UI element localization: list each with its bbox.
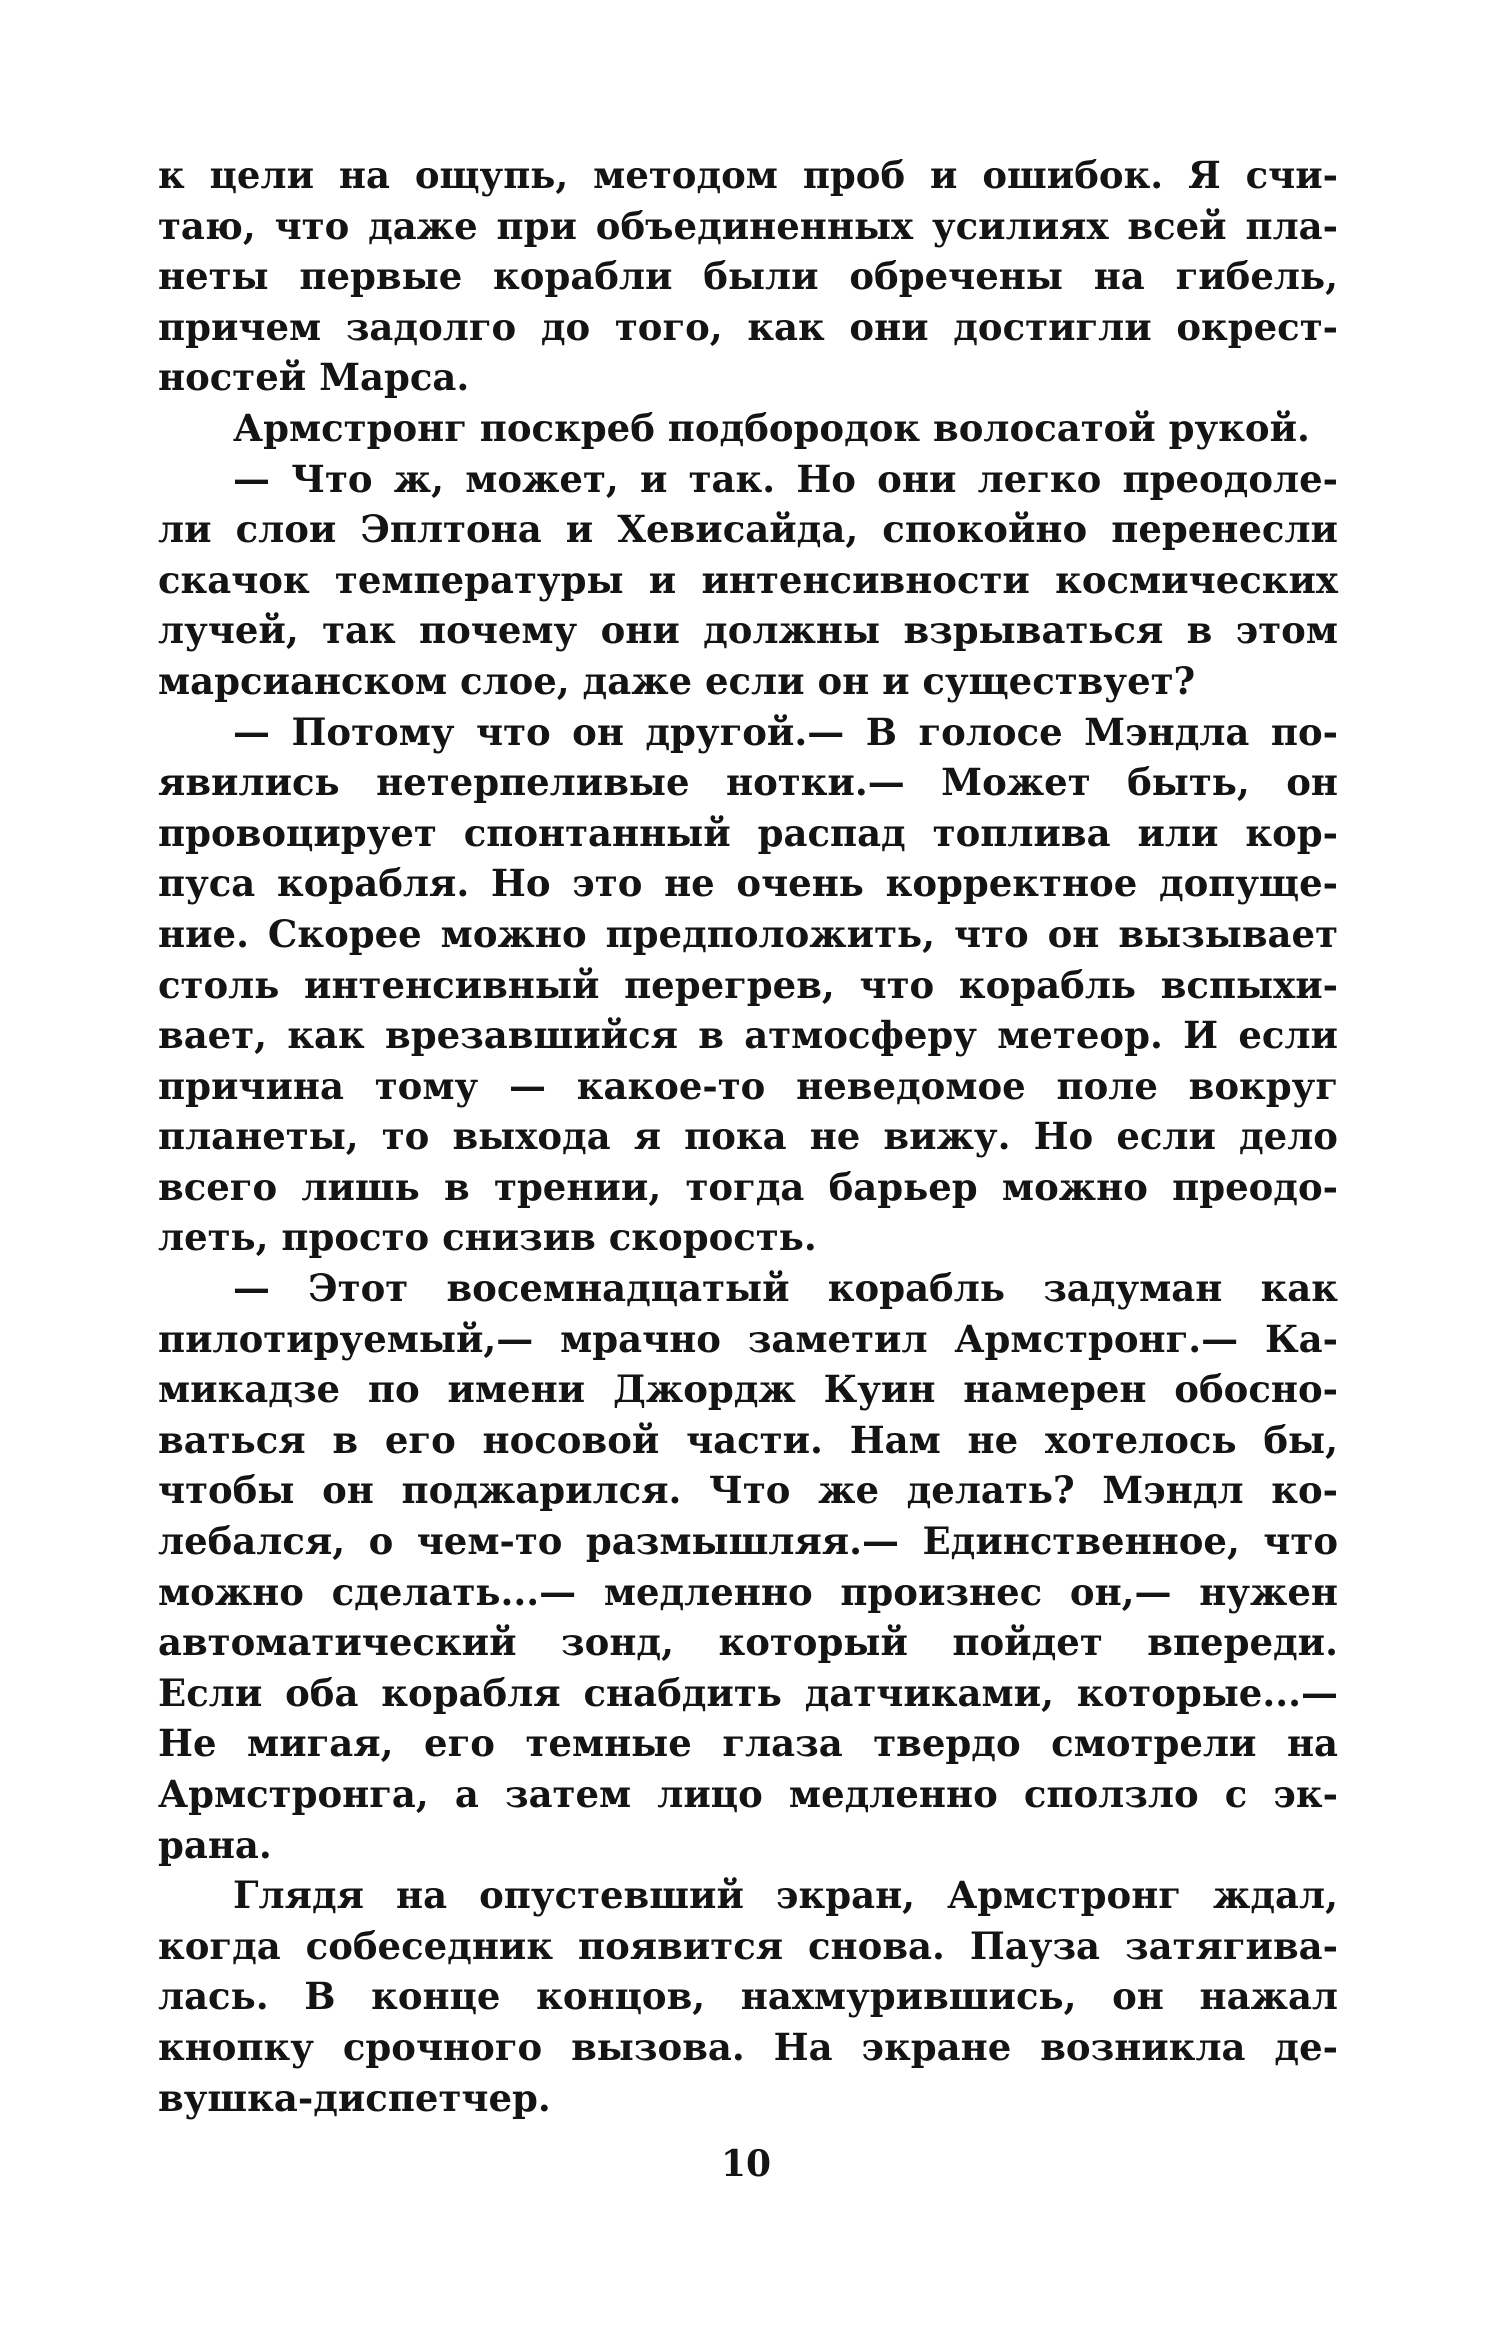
text-line: — Потому что он другой.— В голосе Мэндла по-	[233, 709, 1338, 754]
text-line: лебался, о чем-то размышляя.— Единственное, что	[158, 1519, 1338, 1564]
text-line: к цели на ощупь, методом проб и ошибок. Я счи-	[158, 153, 1338, 197]
text-line: вает, как врезавшийся в атмосферу метеор. И если	[158, 1013, 1338, 1058]
text-line: неты первые корабли были обречены на гибель,	[158, 254, 1338, 299]
text-line: ностей Марса.	[158, 355, 470, 400]
text-line: микадзе по имени Джордж Куин намерен обосно-	[158, 1367, 1338, 1412]
paragraph	[158, 150, 1338, 403]
text-line: Не мигая, его темные глаза твердо смотрели на	[158, 1721, 1338, 1766]
text-line: лучей, так почему они должны взрываться в этом	[158, 608, 1338, 653]
paragraph	[158, 403, 1338, 454]
text-line: — Этот восемнадцатый корабль задуман как	[233, 1266, 1338, 1311]
text-line: пуса корабля. Но это не очень корректное допуще-	[158, 861, 1338, 906]
text-line: таю, что даже при объединенных усилиях всей пла-	[158, 203, 1338, 248]
text-line: Армстронг поскреб подбородок волосатой рукой.	[233, 405, 1310, 450]
body-text	[158, 150, 1338, 2123]
text-line: причем задолго до того, как они достигли окрест-	[158, 304, 1338, 349]
text-line: когда собеседник появится снова. Пауза затягива-	[158, 1923, 1338, 1968]
text-line: провоцирует спонтанный распад топлива или кор-	[158, 810, 1338, 855]
paragraph	[158, 1263, 1338, 1870]
text-line: автоматический зонд, который пойдет впереди.	[158, 1620, 1338, 1665]
text-line: Если оба корабля снабдить датчиками, которые...—	[158, 1670, 1338, 1715]
page-number: 10	[720, 2143, 772, 2185]
text-line: кнопку срочного вызова. На экране возникла де-	[158, 2024, 1338, 2069]
text-line: причина тому — какое-то неведомое поле вокруг	[158, 1063, 1338, 1108]
text-line: Армстронга, а затем лицо медленно сползло с эк-	[158, 1772, 1338, 1816]
text-line: — Что ж, может, и так. Но они легко преодоле-	[233, 456, 1338, 501]
text-line: скачок температуры и интенсивности космических	[158, 557, 1338, 602]
text-line: ли слои Эплтона и Хевисайда, спокойно перенесли	[158, 507, 1338, 552]
paragraph	[158, 454, 1338, 707]
text-line: явились нетерпеливые нотки.— Может быть, он	[158, 760, 1338, 805]
text-line: Глядя на опустевший экран, Армстронг ждал,	[233, 1873, 1338, 1918]
paragraph	[158, 707, 1338, 1264]
text-line: столь интенсивный перегрев, что корабль вспыхи-	[158, 962, 1338, 1007]
text-line: лась. В конце концов, нахмурившись, он нажал	[158, 1974, 1338, 2019]
text-line: всего лишь в трении, тогда барьер можно преодо-	[158, 1164, 1338, 1209]
text-line: ваться в его носовой части. Нам не хотелось бы,	[158, 1417, 1338, 1462]
text-line: марсианском слое, даже если он и существует?	[158, 658, 1196, 703]
text-line: можно сделать...— медленно произнес он,— нужен	[158, 1569, 1338, 1614]
text-line: вушка-диспетчер.	[158, 2075, 551, 2120]
text-line: чтобы он поджарился. Что же делать? Мэндл ко-	[158, 1468, 1338, 1513]
text-line: планеты, то выхода я пока не вижу. Но если дело	[158, 1114, 1338, 1159]
text-line: ние. Скорее можно предположить, что он вызывает	[158, 911, 1338, 956]
text-line: леть, просто снизив скорость.	[158, 1215, 817, 1260]
paragraph	[158, 1870, 1338, 2123]
text-line: рана.	[158, 1822, 272, 1867]
text-line: пилотируемый,— мрачно заметил Армстронг.— Ка-	[158, 1316, 1338, 1361]
